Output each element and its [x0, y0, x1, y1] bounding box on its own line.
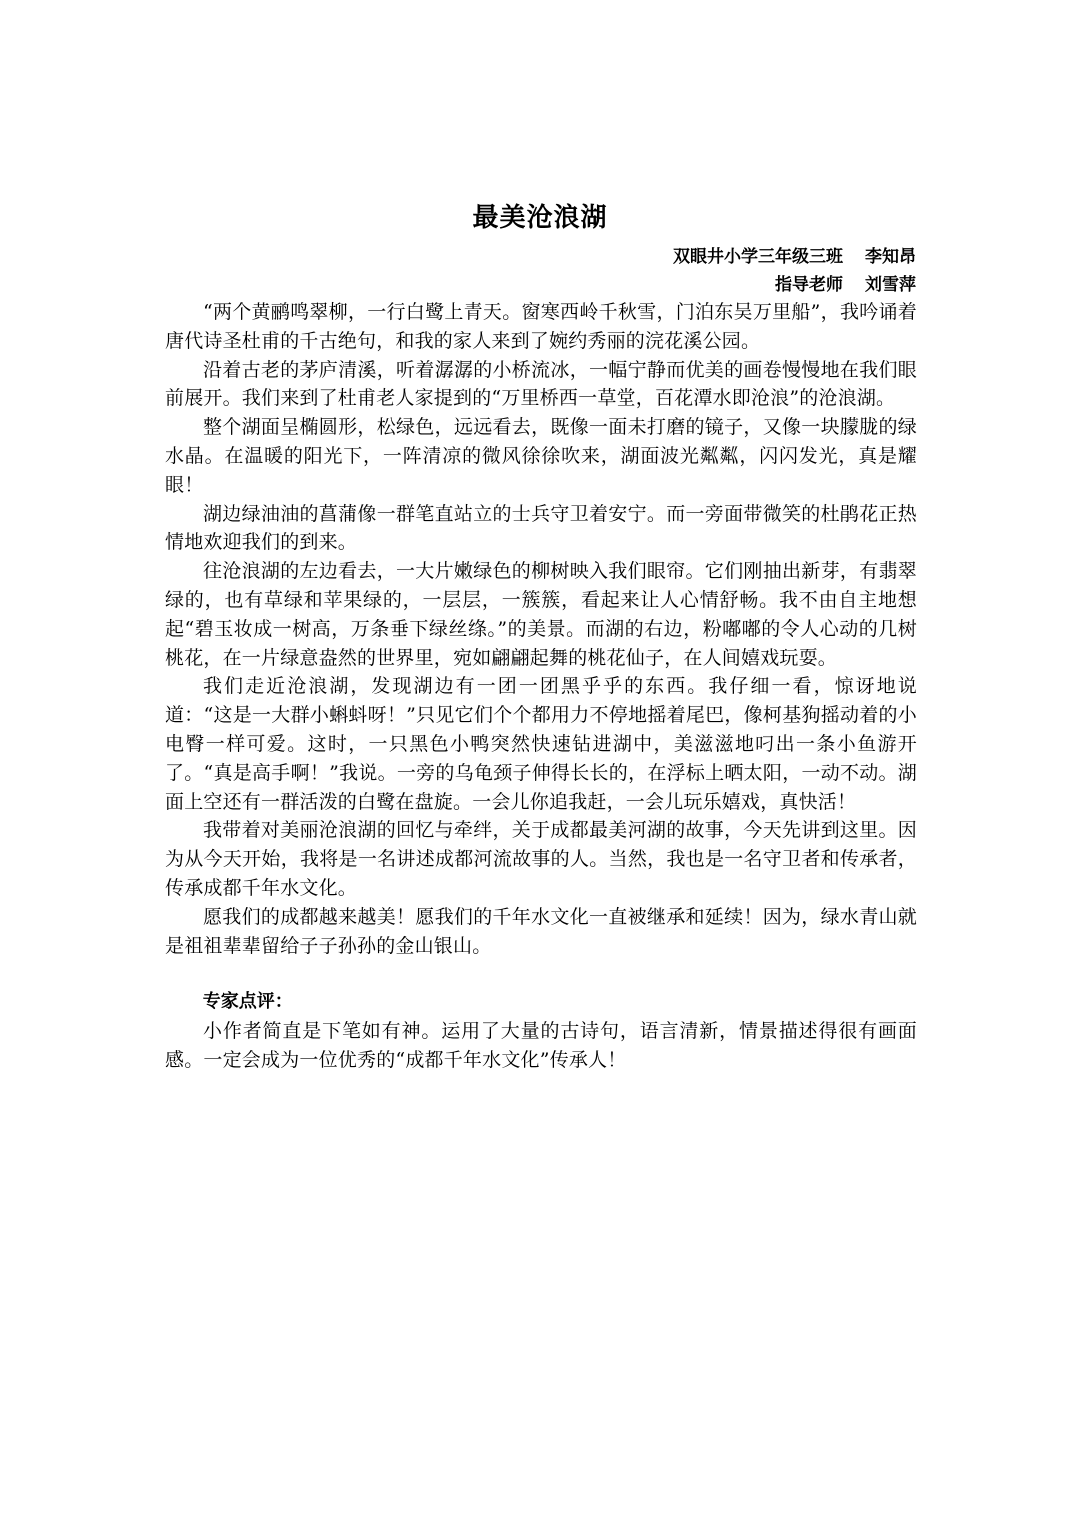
advisor-line	[316, 271, 916, 299]
author-name: 李知昂	[865, 247, 916, 267]
author-line	[316, 243, 916, 271]
paragraph: 整个湖面呈椭圆形，松绿色，远远看去，既像一面未打磨的镜子，又像一块朦胧的绿水晶。在温暖的阳光下，一阵清凉的微风徐徐吹来，湖面波光粼粼，闪闪发光，真是耀眼！	[165, 416, 917, 496]
author-school-class: 双眼井小学三年级三班	[673, 247, 843, 267]
section-spacer	[165, 960, 917, 988]
expert-review-text: 小作者简直是下笔如有神。运用了大量的古诗句，语言清新，情景描述得很有画面感。一定会成为一位优秀的“成都千年水文化”传承人！	[165, 1020, 917, 1071]
article-body	[165, 298, 917, 1075]
paragraph: 湖边绿油油的菖蒲像一群笔直站立的士兵守卫着安宁。而一旁面带微笑的杜鹃花正热情地欢迎我们的到来。	[165, 502, 917, 554]
paragraph: 往沧浪湖的左边看去，一大片嫩绿色的柳树映入我们眼帘。它们刚抽出新芽，有翡翠绿的，也有草绿和苹果绿的，一层层，一簇簇，看起来让人心情舒畅。我不由自主地想起“碧玉妆成一树高，万条垂下绿丝绦。”的美景。而湖的右边，粉嘟嘟的令人心动的几树桃花，在一片绿意盎然的世界里，宛如翩翩起舞的桃花仙子，在人间嬉戏玩耍。	[165, 560, 917, 669]
paragraph: 我带着对美丽沧浪湖的回忆与牵绊，关于成都最美河湖的故事，今天先讲到这里。因为从今天开始，我将是一名讲述成都河流故事的人。当然，我也是一名守卫者和传承者，传承成都千年水文化。	[165, 819, 917, 899]
expert-review-heading: 专家点评：	[202, 991, 293, 1013]
paragraph: 愿我们的成都越来越美！愿我们的千年水文化一直被继承和延续！因为，绿水青山就是祖祖辈辈留给子子孙孙的金山银山。	[165, 905, 917, 957]
advisor-label: 指导老师	[775, 275, 843, 295]
paragraph: “两个黄鹂鸣翠柳，一行白鹭上青天。窗寒西岭千秋雪，门泊东吴万里船”，我吟诵着唐代诗圣杜甫的千古绝句，和我的家人来到了婉约秀丽的浣花溪公园。	[165, 301, 917, 352]
paragraph: 我们走近沧浪湖，发现湖边有一团一团黑乎乎的东西。我仔细一看，惊讶地说道：“这是一大群小蝌蚪呀！”只见它们个个都用力不停地摇着尾巴，像柯基狗摇动着的小电臀一样可爱。这时，一只黑色小鸭突然快速钻进湖中，美滋滋地叼出一条小鱼游开了。“真是高手啊！”我说。一旁的乌龟颈子伸得长长的，在浮标上晒太阳，一动不动。湖面上空还有一群活泼的白鹭在盘旋。一会儿你追我赶，一会儿玩乐嬉戏，真快活！	[165, 675, 917, 813]
advisor-name: 刘雪萍	[865, 275, 916, 295]
paragraph: 沿着古老的茅庐清溪，听着潺潺的小桥流冰，一幅宁静而优美的画卷慢慢地在我们眼前展开。我们来到了杜甫老人家提到的“万里桥西一草堂，百花潭水即沧浪”的沧浪湖。	[165, 358, 917, 410]
article-title: 最美沧浪湖	[472, 203, 608, 233]
